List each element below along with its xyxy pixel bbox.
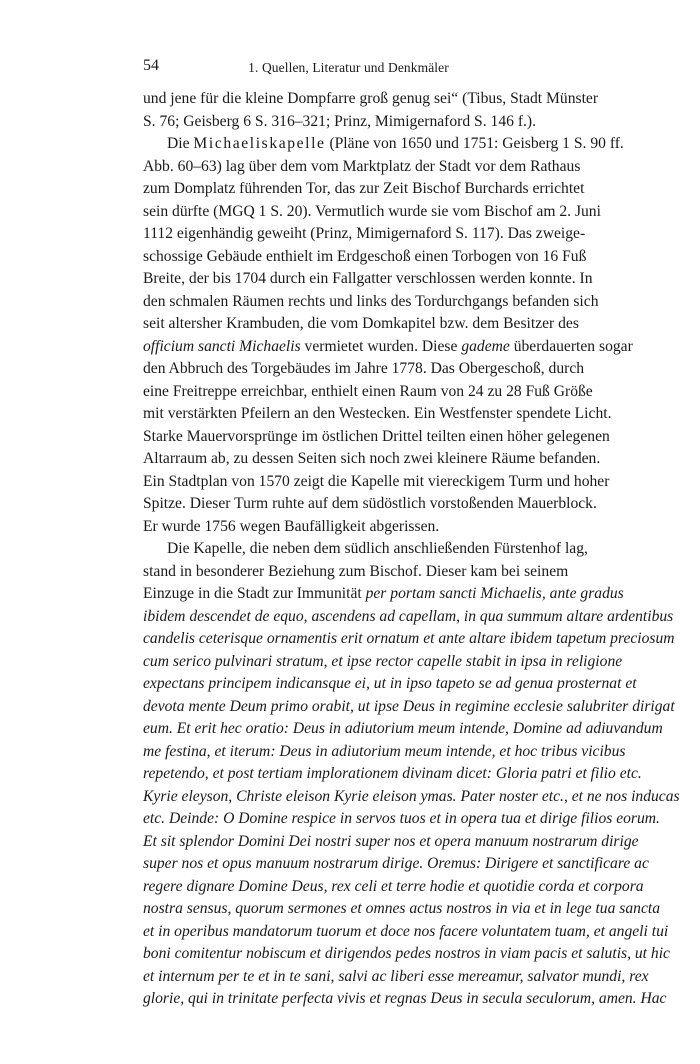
text-line (143, 943, 670, 966)
text-line (143, 696, 675, 719)
text-line (143, 178, 585, 201)
text-line (143, 313, 579, 336)
text-run: Et sit splendor Domini Dei nostri super nos et opera manuum nostrarum dirige (143, 832, 639, 850)
text-line (143, 898, 661, 921)
text-line (143, 538, 588, 561)
text-run: Abb. 60–63) lag über dem vom Marktplatz der Stadt vor dem Rathaus (143, 157, 581, 175)
text-run: et in operibus mandatorum tuorum et doce nos facere voluntatem tuam, et angeli tui (143, 922, 669, 940)
text-line (143, 268, 593, 291)
text-run: glorie, qui in trinitate perfecta vivis et regnas Deus in secula seculorum, amen. Hac (143, 990, 667, 1007)
text-run: expectans principem indicansque ei, ut in ipso tapeto se ad genua prosternat et (143, 675, 637, 692)
text-line (143, 381, 593, 404)
text-run: Die Kapelle, die neben dem südlich anschließenden Fürstenhof lag, (167, 540, 588, 557)
text-run: mit verstärkten Pfeilern an den Westecken. Ein Westfenster spendete Licht. (143, 405, 612, 422)
text-run: schossige Gebäude enthielt im Erdgeschoß einen Torbogen von 16 Fuß (143, 247, 587, 265)
text-run: den Abbruch des Torgebäudes im Jahre 1778. Das Obergeschoß, durch (143, 360, 585, 377)
text-line (143, 403, 612, 426)
text-line (143, 201, 601, 224)
text-run: eine Freitreppe erreichbar, enthielt einen Raum von 24 zu 28 Fuß Größe (143, 382, 593, 400)
text-line (143, 876, 644, 899)
text-line (143, 493, 597, 516)
text-run: boni comitentur nobiscum et dirigendos pedes nostros in viam pacis et salutis, ut hic (143, 945, 670, 962)
text-line (143, 358, 585, 381)
text-line (143, 966, 649, 989)
text-run: gademe (461, 337, 510, 355)
text-run: Kyrie eleyson, Christe eleison Kyrie eleison ymas. Pater noster etc., et ne nos inducas (143, 787, 680, 805)
text-run: me festina, et iterum: Deus in adiutorium meum intende, et hoc tribus vicibus (143, 742, 626, 760)
text-run: ibidem descendet de equo, ascendens ad capellam, in qua summum altare ardentibus (143, 607, 674, 625)
text-line (143, 921, 669, 944)
text-run: per portam sancti Michaelis, ante gradus (365, 585, 624, 602)
text-run: stand in besonderer Beziehung zum Bischof. Dieser kam bei seinem (143, 562, 569, 580)
body-text (143, 88, 680, 1011)
text-line (143, 628, 675, 651)
text-run: vermietet wurden. Diese (300, 337, 462, 355)
text-line (143, 853, 649, 876)
text-run: Altarraum ab, zu dessen Seiten sich noch zwei kleinere Räume befanden. (143, 450, 601, 467)
running-title: 1. Quellen, Literatur und Denkmäler (248, 60, 449, 75)
text-run: officium sancti Michaelis (143, 337, 301, 355)
text-line (143, 718, 663, 741)
text-run: cum serico pulvinari stratum, et ipse rector capelle stabit in ipsa in religione (143, 652, 623, 670)
text-line (143, 561, 569, 584)
text-run: etc. Deinde: O Domine respice in servos tuos et in opera tua et dirige filios eorum. (143, 810, 660, 827)
text-line (143, 741, 626, 764)
text-run: nostra sensus, quorum sermones et omnes actus nostros in via et in lege tua sancta (143, 900, 661, 917)
text-line (143, 651, 623, 674)
text-run: Breite, der bis 1704 durch ein Fallgatter verschlossen werden konnte. In (143, 270, 593, 287)
text-run: zum Domplatz führenden Tor, das zur Zeit Bischof Burchards errichtet (143, 180, 585, 197)
text-line (143, 291, 599, 314)
text-run: devota mente Deum primo orabit, ut ipse Deus in regimine ecclesie salubriter dirigat (143, 697, 675, 715)
text-run: Einzuge in die Stadt zur Immunität (143, 585, 366, 602)
text-run: seit altersher Krambuden, die vom Domkapitel bzw. dem Besitzer des (143, 315, 579, 332)
text-run: Ein Stadtplan von 1570 zeigt die Kapelle mit viereckigem Turm und hoher (143, 472, 610, 490)
text-line (143, 246, 587, 269)
page-number: 54 (143, 57, 159, 74)
text-line (143, 988, 667, 1011)
text-line (143, 426, 610, 449)
text-line (143, 831, 639, 854)
text-run: den schmalen Räumen rechts und links des Tordurchgangs befanden sich (143, 292, 599, 310)
text-line (143, 336, 633, 359)
text-line (143, 763, 642, 786)
text-line (143, 223, 586, 246)
text-run: repetendo, et post tertiam implorationem divinam dicet: Gloria patri et filio etc. (143, 765, 642, 782)
text-run: et internum per te et in te sani, salvi ac liberi esse mereamur, salvator mundi, rex (143, 967, 649, 985)
text-run: super nos et opus manuum nostrarum dirige. Oremus: Dirigere et sanctificare ac (143, 855, 649, 872)
text-run: (Pläne von 1650 und 1751: Geisberg 1 S. 90 ff. (325, 135, 624, 152)
text-run: und jene für die kleine Dompfarre groß genug sei“ (Tibus, Stadt Münster (143, 90, 599, 107)
text-line (143, 133, 624, 156)
text-run: candelis ceterisque ornamentis erit ornatum et ante altare ibidem tapetum preciosum (143, 630, 675, 647)
text-run: S. 76; Geisberg 6 S. 316–321; Prinz, Mimigernaford S. 146 f.). (143, 112, 536, 130)
text-line (143, 448, 601, 471)
text-run: Er wurde 1756 wegen Baufälligkeit abgerissen. (143, 517, 440, 535)
text-line (143, 111, 554, 134)
text-run: sein dürfte (MGQ 1 S. 20). Vermutlich wurde sie vom Bischof am 2. Juni (143, 202, 601, 220)
text-run: überdauerten sogar (509, 337, 633, 355)
text-run: Starke Mauervorsprünge im östlichen Drittel teilten einen höher gelegenen (143, 427, 610, 445)
text-run: Michaeliskapelle (193, 135, 326, 152)
text-line (143, 583, 624, 606)
text-line (143, 808, 660, 831)
text-run: 1112 eigenhändig geweiht (Prinz, Mimigernaford S. 117). Das zweige- (143, 225, 586, 242)
text-line (143, 516, 554, 539)
text-run: regere dignare Domine Deus, rex celi et terre hodie et quotidie corda et corpora (143, 877, 644, 895)
text-line (143, 606, 674, 629)
text-run: Spitze. Dieser Turm ruhte auf dem südöstlich vorstoßenden Mauerblock. (143, 495, 597, 512)
text-run: eum. Et erit hec oratio: Deus in adiutorium meum intende, Domine ad adiuvandum (143, 720, 663, 737)
text-line (143, 156, 581, 179)
text-line (143, 471, 610, 494)
text-line (143, 88, 599, 111)
text-line (143, 786, 680, 809)
text-line (143, 673, 637, 696)
text-run: Die (167, 135, 194, 152)
